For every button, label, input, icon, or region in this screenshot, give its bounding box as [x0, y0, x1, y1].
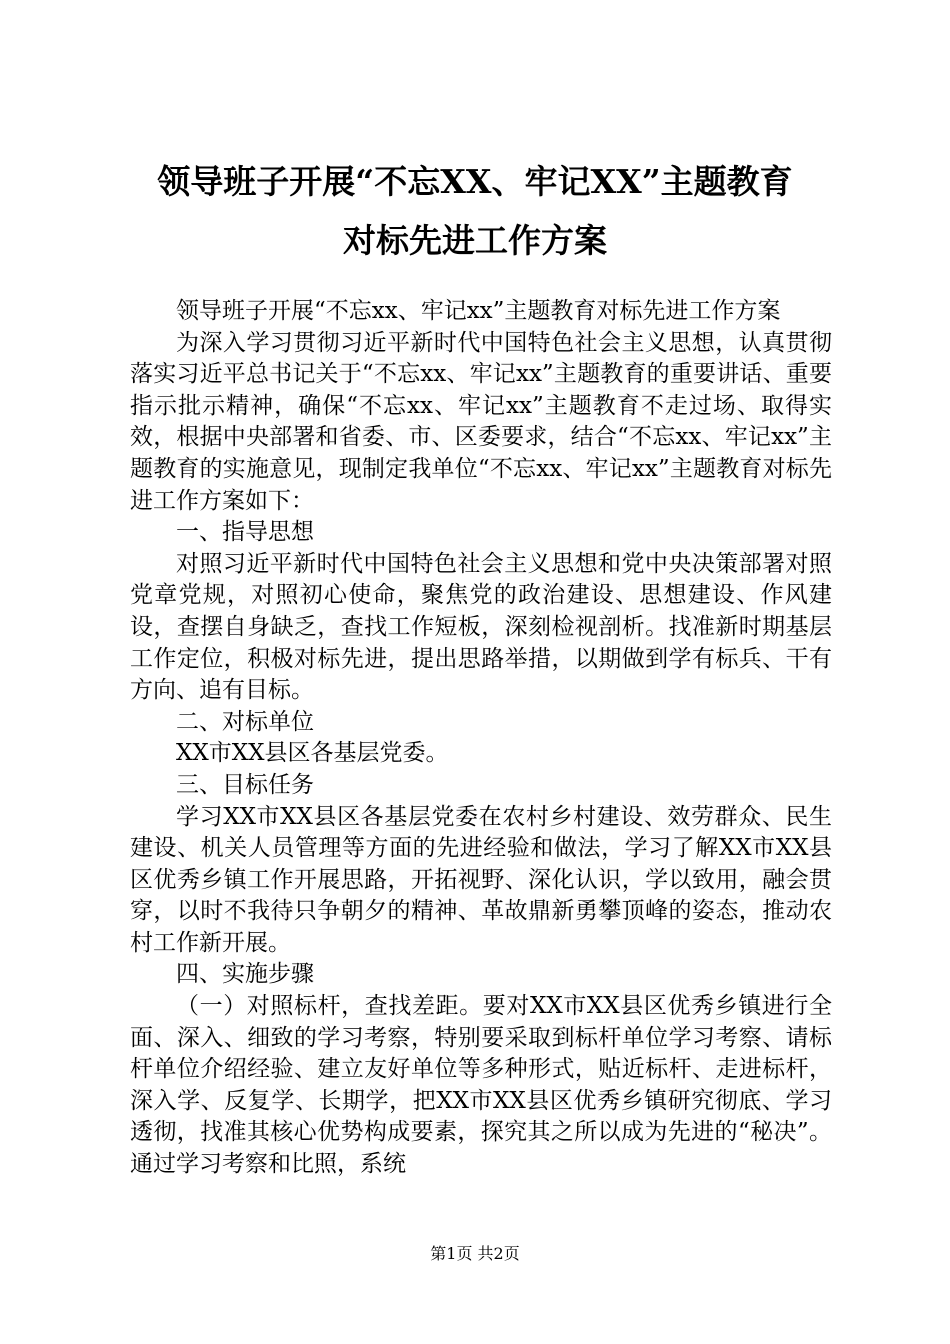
paragraph-intro: 为深入学习贯彻习近平新时代中国特色社会主义思想，认真贯彻落实习近平总书记关于“不忘xx、牢记xx”主题教育的重要讲话、重要指示批示精神，确保“不忘xx、牢记xx”主题教育不走过场、取得实效，根据中央部署和省委、市、区委要求，结合“不忘xx、牢记xx”主题教育的实施意见，现制定我单位“不忘xx、牢记xx”主题教育对标先进工作方案如下：	[130, 329, 832, 514]
page-footer: 第1页 共2页	[430, 1244, 520, 1263]
document-body	[130, 296, 832, 1181]
paragraph-step-1: （一）对照标杆，查找差距。要对XX市XX县区优秀乡镇进行全面、深入、细致的学习考察，特别要采取到标杆单位学习考察、请标杆单位介绍经验、建立友好单位等多种形式，贴近标杆、走进标杆，深入学、反复学、长期学，把XX市XX县区优秀乡镇研究彻底、学习透彻，找准其核心优势构成要素，探究其之所以成为先进的“秘决”。通过学习考察和比照，系统	[130, 993, 832, 1178]
document-title-line-1: 领导班子开展“不忘XX、牢记XX”主题教育	[157, 162, 793, 201]
section-heading-benchmark-unit: 二、对标单位	[176, 708, 314, 735]
section-heading-goals: 三、目标任务	[176, 771, 314, 798]
paragraph-subtitle: 领导班子开展“不忘xx、牢记xx”主题教育对标先进工作方案	[176, 298, 781, 324]
section-heading-steps: 四、实施步骤	[176, 961, 314, 988]
paragraph-goals: 学习XX市XX县区各基层党委在农村乡村建设、效劳群众、民生建设、机关人员管理等方面的先进经验和做法，学习了解XX市XX县区优秀乡镇工作开展思路，开拓视野、深化认识，学以致用，融会贯穿，以时不我待只争朝夕的精神、革故鼎新勇攀顶峰的姿态，推动农村工作新开展。	[130, 803, 832, 956]
paragraph-guiding-thought: 对照习近平新时代中国特色社会主义思想和党中央决策部署对照党章党规，对照初心使命，聚焦党的政治建设、思想建设、作风建设，查摆自身缺乏，查找工作短板，深刻检视剖析。找准新时期基层工作定位，积极对标先进，提出思路举措，以期做到学有标兵、干有方向、追有目标。	[130, 550, 832, 704]
paragraph-benchmark-unit: XX市XX县区各基层党委。	[176, 740, 449, 767]
document-title-line-2: 对标先进工作方案	[343, 221, 607, 260]
section-heading-guiding-thought: 一、指导思想	[176, 519, 314, 546]
